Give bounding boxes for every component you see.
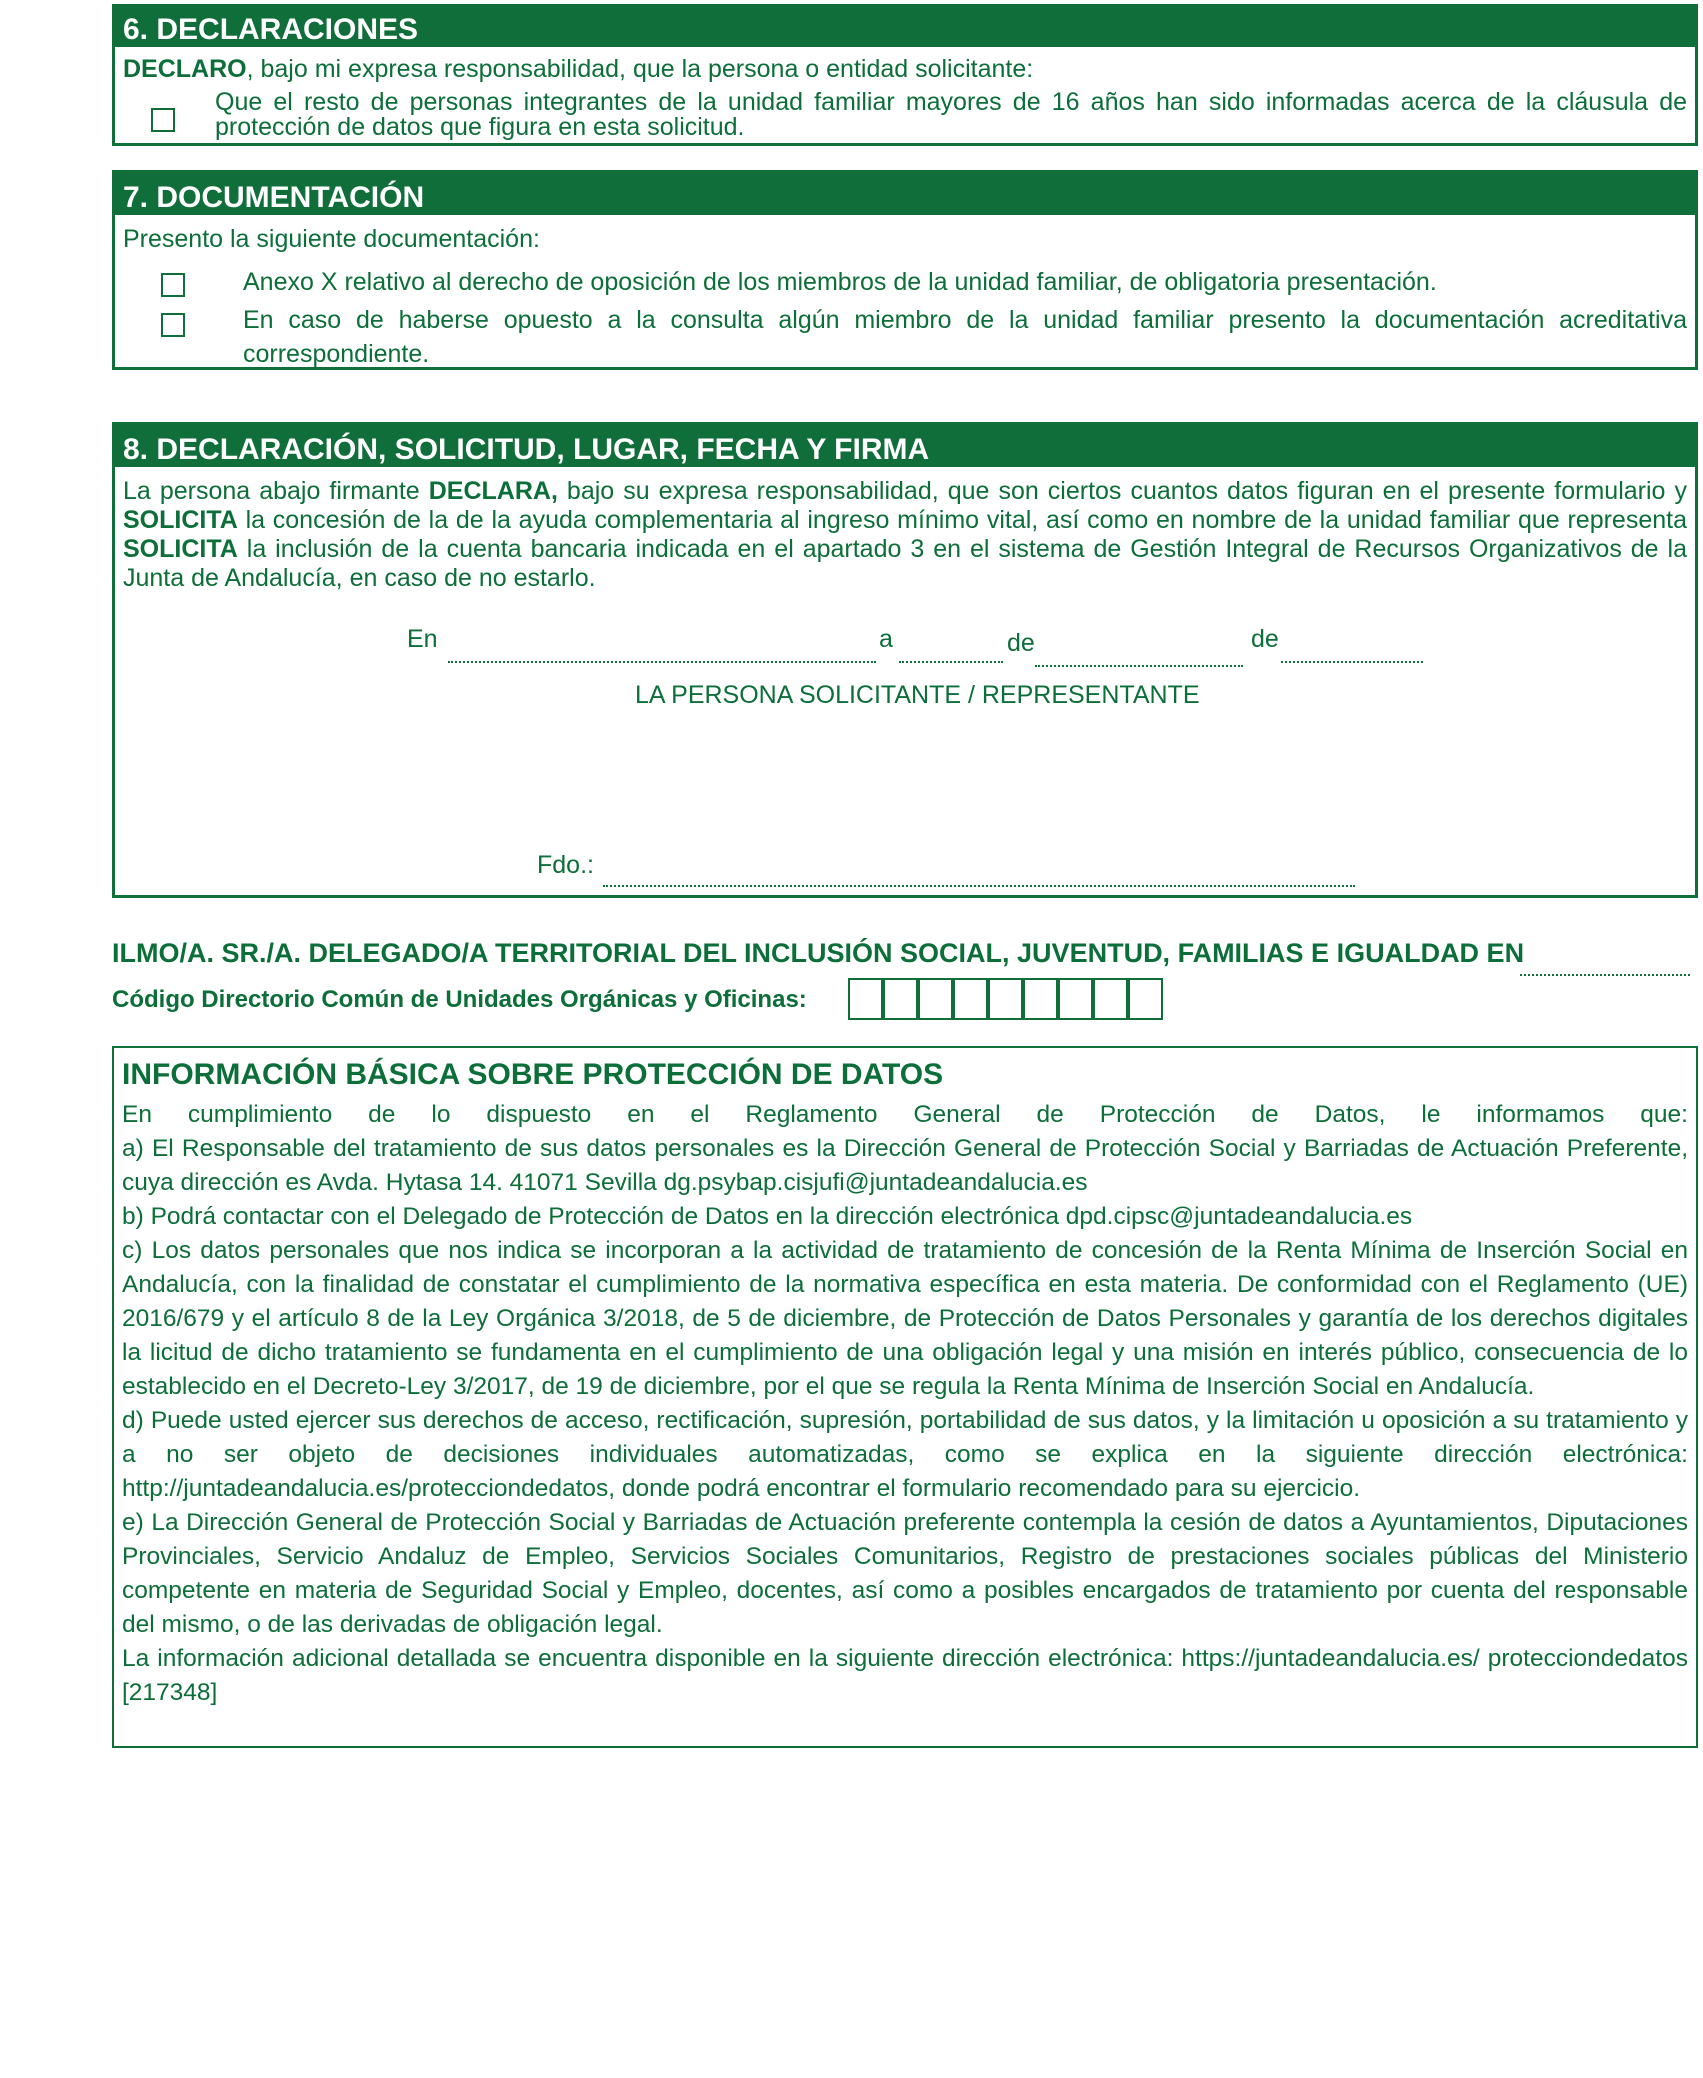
- code-box[interactable]: [1023, 978, 1058, 1020]
- section-title: 7. DOCUMENTACIÓN: [115, 173, 1695, 215]
- place-field[interactable]: [448, 661, 876, 663]
- place-label: En: [407, 625, 438, 653]
- code-box[interactable]: [848, 978, 883, 1020]
- code-boxes[interactable]: [848, 978, 1172, 1020]
- declara-bold: DECLARA,: [428, 477, 558, 505]
- month-label: de: [1007, 629, 1035, 657]
- year-field[interactable]: [1281, 661, 1423, 663]
- declaro-text: , bajo mi expresa responsabilidad, que la persona o entidad solicitante:: [246, 55, 1034, 83]
- checkbox-informed[interactable]: [151, 108, 175, 132]
- code-box[interactable]: [1128, 978, 1163, 1020]
- day-label: a: [879, 625, 893, 653]
- declaro-bold: DECLARO: [123, 55, 247, 83]
- code-box[interactable]: [1058, 978, 1093, 1020]
- privacy-item-b: b) Podrá contactar con el Delegado de Protección de Datos en la dirección electrónica dpd.cipsc@juntadeandalucia.es: [122, 1203, 1413, 1230]
- privacy-item-e: e) La Dirección General de Protección Social y Barriadas de Actuación preferente contempla la cesión de datos a Ayuntamientos, Diputaciones Provinciales, Servicio Andaluz de Empleo, Servicios Sociales Comunitarios, Registro de prestaciones sociales públicas del Ministerio competente en materia de Seguridad Social y Empleo, docentes, así como a posibles encargados de tratamiento por cuenta del responsable del mismo, o de las derivadas de obligación legal.: [122, 1509, 1688, 1638]
- privacy-intro: En cumplimiento de lo dispuesto en el Reglamento General de Protección de Datos, le informamos que:: [122, 1101, 1688, 1128]
- solicita-bold: SOLICITA: [123, 506, 238, 534]
- checkbox-acreditativa[interactable]: [161, 313, 185, 337]
- code-box[interactable]: [883, 978, 918, 1020]
- declaration-text: bajo su expresa responsabilidad, que son ciertos cuantos datos figuran en el presente formulario y: [557, 477, 1687, 505]
- documentation-intro: Presento la siguiente documentación:: [123, 225, 540, 253]
- code-box[interactable]: [918, 978, 953, 1020]
- addressee-line: ILMO/A. SR./A. DELEGADO/A TERRITORIAL DEL INCLUSIÓN SOCIAL, JUVENTUD, FAMILIAS E IGUALDAD EN: [112, 938, 1525, 968]
- section-documentacion: [112, 170, 1698, 370]
- declaration-text: la inclusión de la cuenta bancaria indicada en el apartado 3 en el sistema de Gestión Integral de Recursos Organizativos de la Junta de Andalucía, en caso de no estarlo.: [123, 535, 1687, 592]
- privacy-title: INFORMACIÓN BÁSICA SOBRE PROTECCIÓN DE DATOS: [122, 1058, 944, 1091]
- code-box[interactable]: [988, 978, 1023, 1020]
- privacy-item-a: a) El Responsable del tratamiento de sus datos personales es la Dirección General de Protección Social y Barriadas de Actuación Preferente, cuya dirección es Avda. Hytasa 14. 41071 Sevilla dg.psybap.cisjufi@juntadeandalucia.es: [122, 1135, 1688, 1196]
- signer-label: LA PERSONA SOLICITANTE / REPRESENTANTE: [635, 681, 1200, 709]
- addressee-province-field[interactable]: [1520, 974, 1690, 976]
- signature-label: Fdo.:: [537, 851, 594, 879]
- section-title: 8. DECLARACIÓN, SOLICITUD, LUGAR, FECHA Y FIRMA: [115, 425, 1695, 467]
- doc-item-acreditativa: En caso de haberse opuesto a la consulta algún miembro de la unidad familiar presento la documentación acreditativa correspondiente.: [243, 306, 1687, 368]
- section-declaraciones: [112, 4, 1698, 146]
- solicita-bold: SOLICITA: [123, 535, 238, 563]
- declaration-text: La persona abajo firmante: [123, 477, 429, 505]
- doc-item-anexo: Anexo X relativo al derecho de oposición de los miembros de la unidad familiar, de obligatoria presentación.: [243, 268, 1437, 296]
- privacy-item-d: d) Puede usted ejercer sus derechos de acceso, rectificación, supresión, portabilidad de sus datos, y la limitación u oposición a su tratamiento y a no ser objeto de decisiones individuales automatizadas, como se explica en la siguiente dirección electrónica: http://juntadeandalucia.es/protecciondedatos, donde podrá encontrar el formulario recomendado para su ejercicio.: [122, 1407, 1688, 1502]
- section-privacy: [112, 1046, 1698, 1748]
- checkbox-anexo-x[interactable]: [161, 273, 185, 297]
- declaro-statement: [123, 55, 1687, 84]
- month-field[interactable]: [1035, 665, 1243, 667]
- code-box[interactable]: [1093, 978, 1128, 1020]
- code-label: Código Directorio Común de Unidades Orgánicas y Oficinas:: [112, 986, 807, 1013]
- declaration-item: Que el resto de personas integrantes de la unidad familiar mayores de 16 años han sido informadas acerca de la cláusula de protección de datos que figura en esta solicitud.: [215, 88, 1687, 141]
- year-label: de: [1251, 625, 1279, 653]
- privacy-extra: La información adicional detallada se encuentra disponible en la siguiente dirección electrónica: https://juntadeandalucia.es/ protecciondedatos [217348]: [122, 1645, 1688, 1706]
- declaration-paragraph: [115, 467, 1695, 593]
- signature-field[interactable]: [603, 885, 1355, 887]
- privacy-item-c: c) Los datos personales que nos indica se incorporan a la actividad de tratamiento de concesión de la Renta Mínima de Inserción Social en Andalucía, con la finalidad de constatar el cumplimiento de la normativa específica en esta materia. De conformidad con el Reglamento (UE) 2016/679 y el artículo 8 de la Ley Orgánica 3/2018, de 5 de diciembre, de Protección de Datos Personales y garantía de los derechos digitales la licitud de dicho tratamiento se fundamenta en el cumplimiento de una obligación legal y una misión en interés público, consecuencia de lo establecido en el Decreto-Ley 3/2017, de 19 de diciembre, por el que se regula la Renta Mínima de Inserción Social en Andalucía.: [122, 1237, 1688, 1400]
- day-field[interactable]: [899, 661, 1003, 663]
- declaration-text: la concesión de la de la ayuda complementaria al ingreso mínimo vital, así como en nombre de la unidad familiar que representa: [237, 506, 1687, 534]
- margin-code: [0, 1878, 1, 1998]
- section-declaracion-firma: [112, 422, 1698, 898]
- code-box[interactable]: [953, 978, 988, 1020]
- section-title: 6. DECLARACIONES: [115, 7, 1695, 47]
